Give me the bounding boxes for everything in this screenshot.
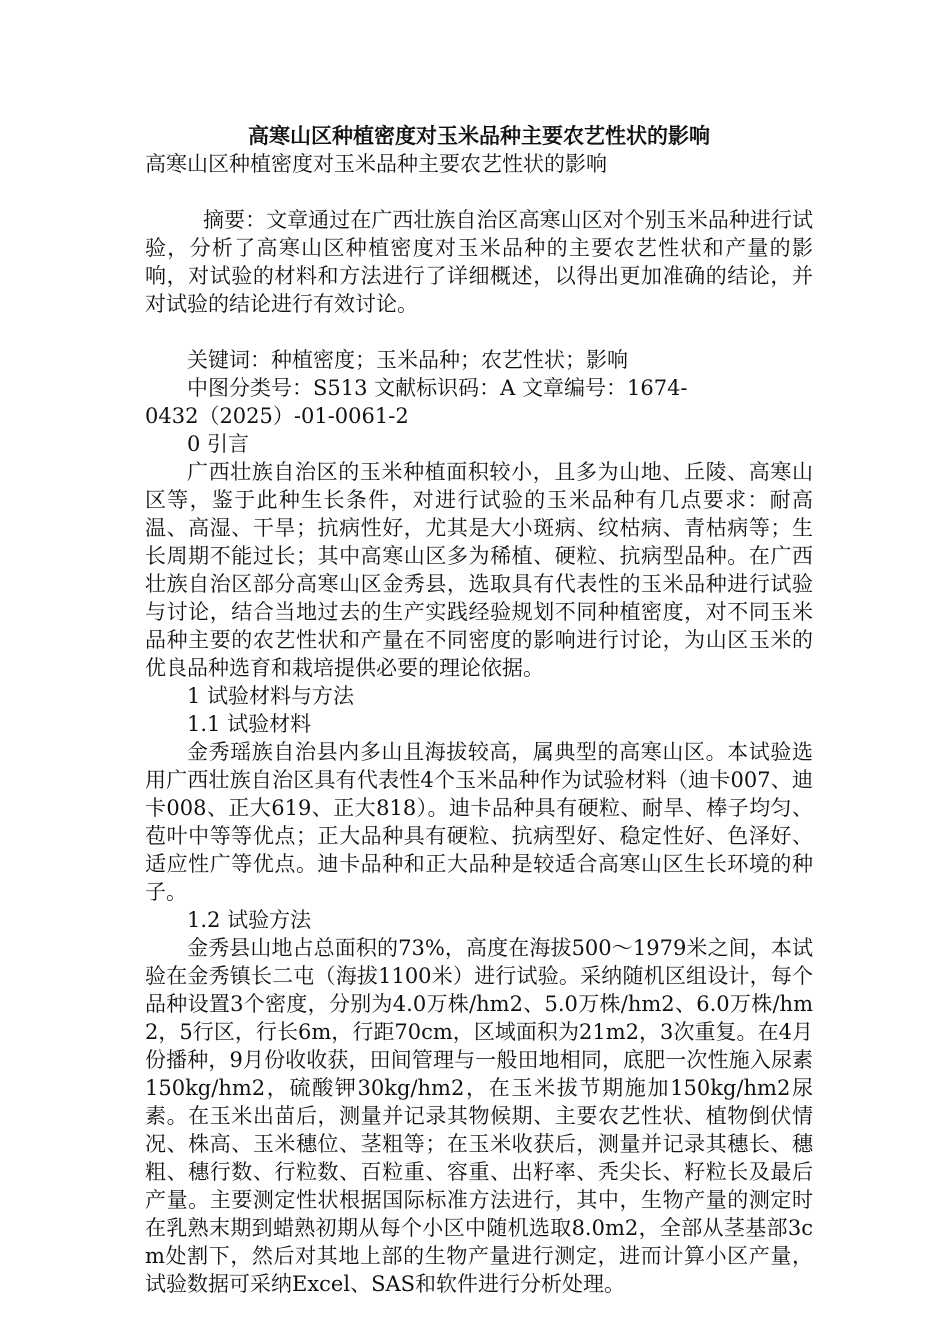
section-heading-materials-methods: 1 试验材料与方法 [187,684,355,708]
classification-line-continued: 0432（2025）-01-0061-2 [145,404,409,428]
subsection-heading-materials: 1.1 试验材料 [187,712,312,736]
materials-paragraph: 金秀瑶族自治县内多山且海拔较高，属典型的高寒山区。本试验选用广西壮族自治区具有代表性4个玉米品种作为试验材料（迪卡007、迪卡008、正大619、正大818）。迪卡品种具有硬粒、耐旱、棒子均匀、苞叶中等等优点；正大品种具有硬粒、抗病型好、稳定性好、色泽好、适应性广等优点。迪卡品种和正大品种是较适合高寒山区生长环境的种子。 [145,740,813,904]
keywords-line: 关键词：种植密度；玉米品种；农艺性状；影响 [187,348,628,372]
document-subtitle: 高寒山区种植密度对玉米品种主要农艺性状的影响 [145,152,607,176]
spacer [145,318,813,346]
subsection-heading-methods: 1.2 试验方法 [187,908,312,932]
document-page [145,122,813,1298]
methods-paragraph: 金秀县山地占总面积的73%，高度在海拔500～1979米之间，本试验在金秀镇长二屯（海拔1100米）进行试验。采纳随机区组设计，每个品种设置3个密度，分别为4.0万株/hm2、5.0万株/hm2、6.0万株/hm2，5行区，行长6m，行距70cm，区域面积为21m2，3次重复。在4月份播种，9月份收收获，田间管理与一般田地相同，底肥一次性施入尿素150kg/hm2，硫酸钾30kg/hm2，在玉米拔节期施加150kg/hm2尿素。在玉米出苗后，测量并记录其物候期、主要农艺性状、植物倒伏情况、株高、玉米穗位、茎粗等；在玉米收获后，测量并记录其穗长、穗粗、穗行数、行粒数、百粒重、容重、出籽率、秃尖长、籽粒长及最后产量。主要测定性状根据国际标准方法进行，其中，生物产量的测定时在乳熟末期到蜡熟初期从每个小区中随机选取8.0m2，全部从茎基部3cm处割下，然后对其地上部的生物产量进行测定，进而计算小区产量，试验数据可采纳Excel、SAS和软件进行分析处理。 [145,936,813,1296]
document-title: 高寒山区种植密度对玉米品种主要农艺性状的影响 [248,123,710,148]
abstract-paragraph: 摘要：文章通过在广西壮族自治区高寒山区对个别玉米品种进行试验，分析了高寒山区种植密度对玉米品种的主要农艺性状和产量的影响，对试验的材料和方法进行了详细概述，以得出更加准确的结论，并对试验的结论进行有效讨论。 [145,208,813,316]
classification-line: 中图分类号：S513 文献标识码：A 文章编号：1674- [187,376,688,400]
intro-paragraph: 广西壮族自治区的玉米种植面积较小，且多为山地、丘陵、高寒山区等，鉴于此种生长条件，对进行试验的玉米品种有几点要求：耐高温、高湿、干旱；抗病性好，尤其是大小斑病、纹枯病、青枯病等；生长周期不能过长；其中高寒山区多为稀植、硬粒、抗病型品种。在广西壮族自治区部分高寒山区金秀县，选取具有代表性的玉米品种进行试验与讨论，结合当地过去的生产实践经验规划不同种植密度，对不同玉米品种主要的农艺性状和产量在不同密度的影响进行讨论，为山区玉米的优良品种选育和栽培提供必要的理论依据。 [145,460,813,680]
spacer [145,178,813,206]
section-heading-intro: 0 引言 [187,432,250,456]
